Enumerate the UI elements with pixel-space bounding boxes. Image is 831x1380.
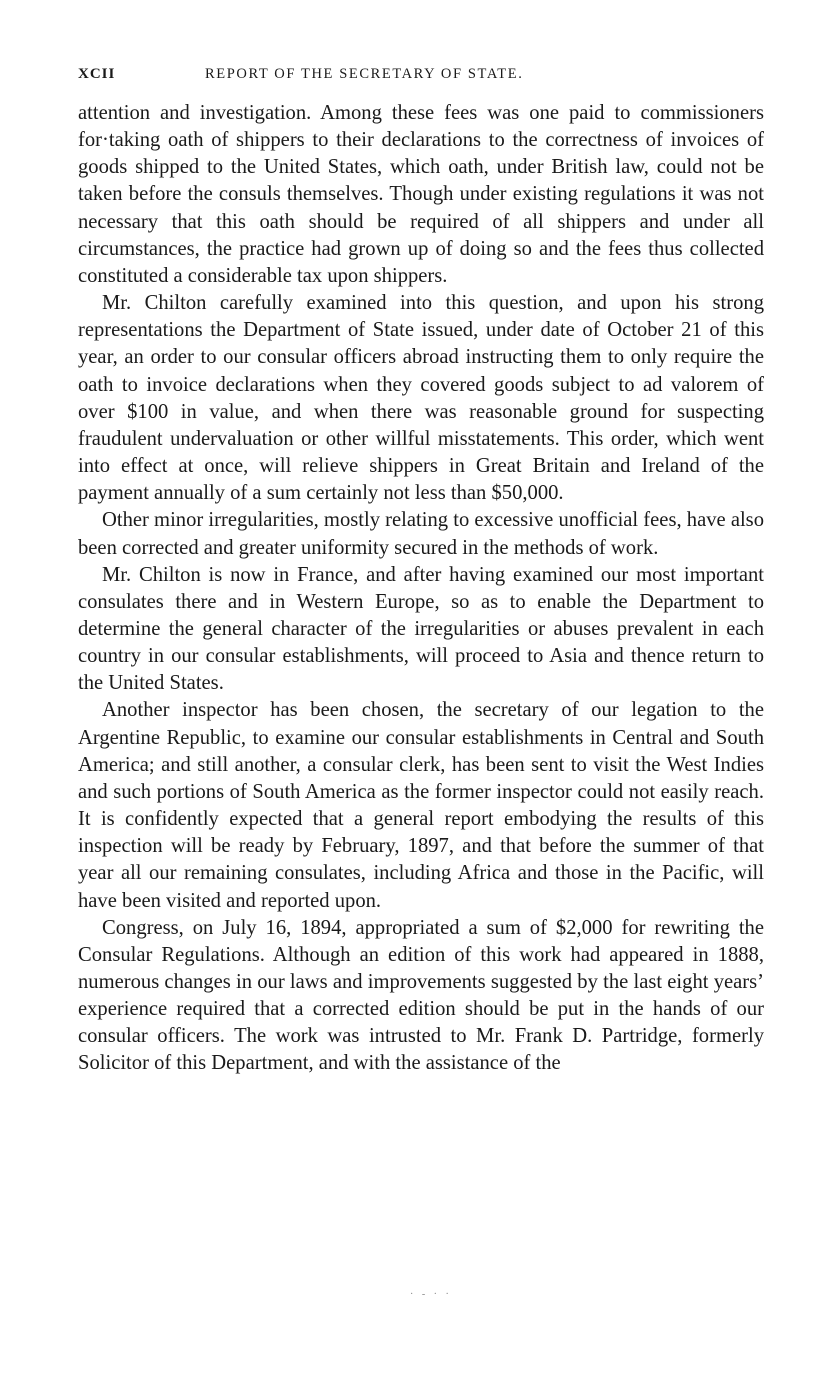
- paragraph-another-inspector: Another inspector has been chosen, the secretary of our legation to the Argentine Republic, to examine our consular establishments in Central and South America; and still another, a consular clerk, has been sent to visit the West Indies and such portions of South America as the former inspector could not easily reach. It is confidently expected that a general report embodying the results of this inspection will be ready by February, 1897, and that before the summer of that year all our remaining consulates, including Africa and those in the Pacific, will have been visited and reported upon.: [78, 699, 764, 912]
- paragraph-minor-irregularities: Other minor irregularities, mostly relating to excessive unofficial fees, have also been corrected and greater uniformity secured in the methods of work.: [78, 509, 764, 559]
- running-head: REPORT OF THE SECRETARY OF STATE.: [205, 66, 524, 82]
- footer-smudge: · - · ·: [410, 1289, 452, 1300]
- body-text: [78, 100, 764, 1078]
- page-number: XCII: [78, 66, 116, 82]
- page-header: [78, 62, 764, 88]
- paragraph-consular-regulations: Congress, on July 16, 1894, appropriated a sum of $2,000 for rewriting the Consular Regulations. Although an edition of this work had appeared in 1888, numerous changes in our laws and improvements suggested by the last eight years’ experience required that a corrected edition should be put in the hands of our consular officers. The work was intrusted to Mr. Frank D. Partridge, formerly Solicitor of this Department, and with the assistance of the: [78, 916, 764, 1075]
- paragraph-chilton-france: Mr. Chilton is now in France, and after having examined our most important consulates there and in Western Europe, so as to enable the Department to determine the general character of the irregularities or abuses prevalent in each country in our consular establishments, will proceed to Asia and thence return to the United States.: [78, 563, 764, 695]
- document-page: [78, 62, 764, 1078]
- paragraph-continued: attention and investigation. Among these fees was one paid to commissioners for·taking oath of shippers to their declarations to the correctness of invoices of goods shipped to the United States, which oath, under British law, could not be taken before the consuls themselves. Though under existing regulations it was not necessary that this oath should be required of all shippers and under all circumstances, the practice had grown up of doing so and the fees thus collected constituted a considerable tax upon shippers.: [78, 102, 764, 287]
- paragraph-chilton-examination: Mr. Chilton carefully examined into this question, and upon his strong representations the Department of State issued, under date of October 21 of this year, an order to our consular officers abroad instructing them to only require the oath to invoice declarations when they covered goods subject to ad valorem of over $100 in value, and when there was reasonable ground for suspecting fraudulent undervaluation or other willful misstatements. This order, which went into effect at once, will relieve shippers in Great Britain and Ireland of the payment annually of a sum certainly not less than $50,000.: [78, 292, 764, 505]
